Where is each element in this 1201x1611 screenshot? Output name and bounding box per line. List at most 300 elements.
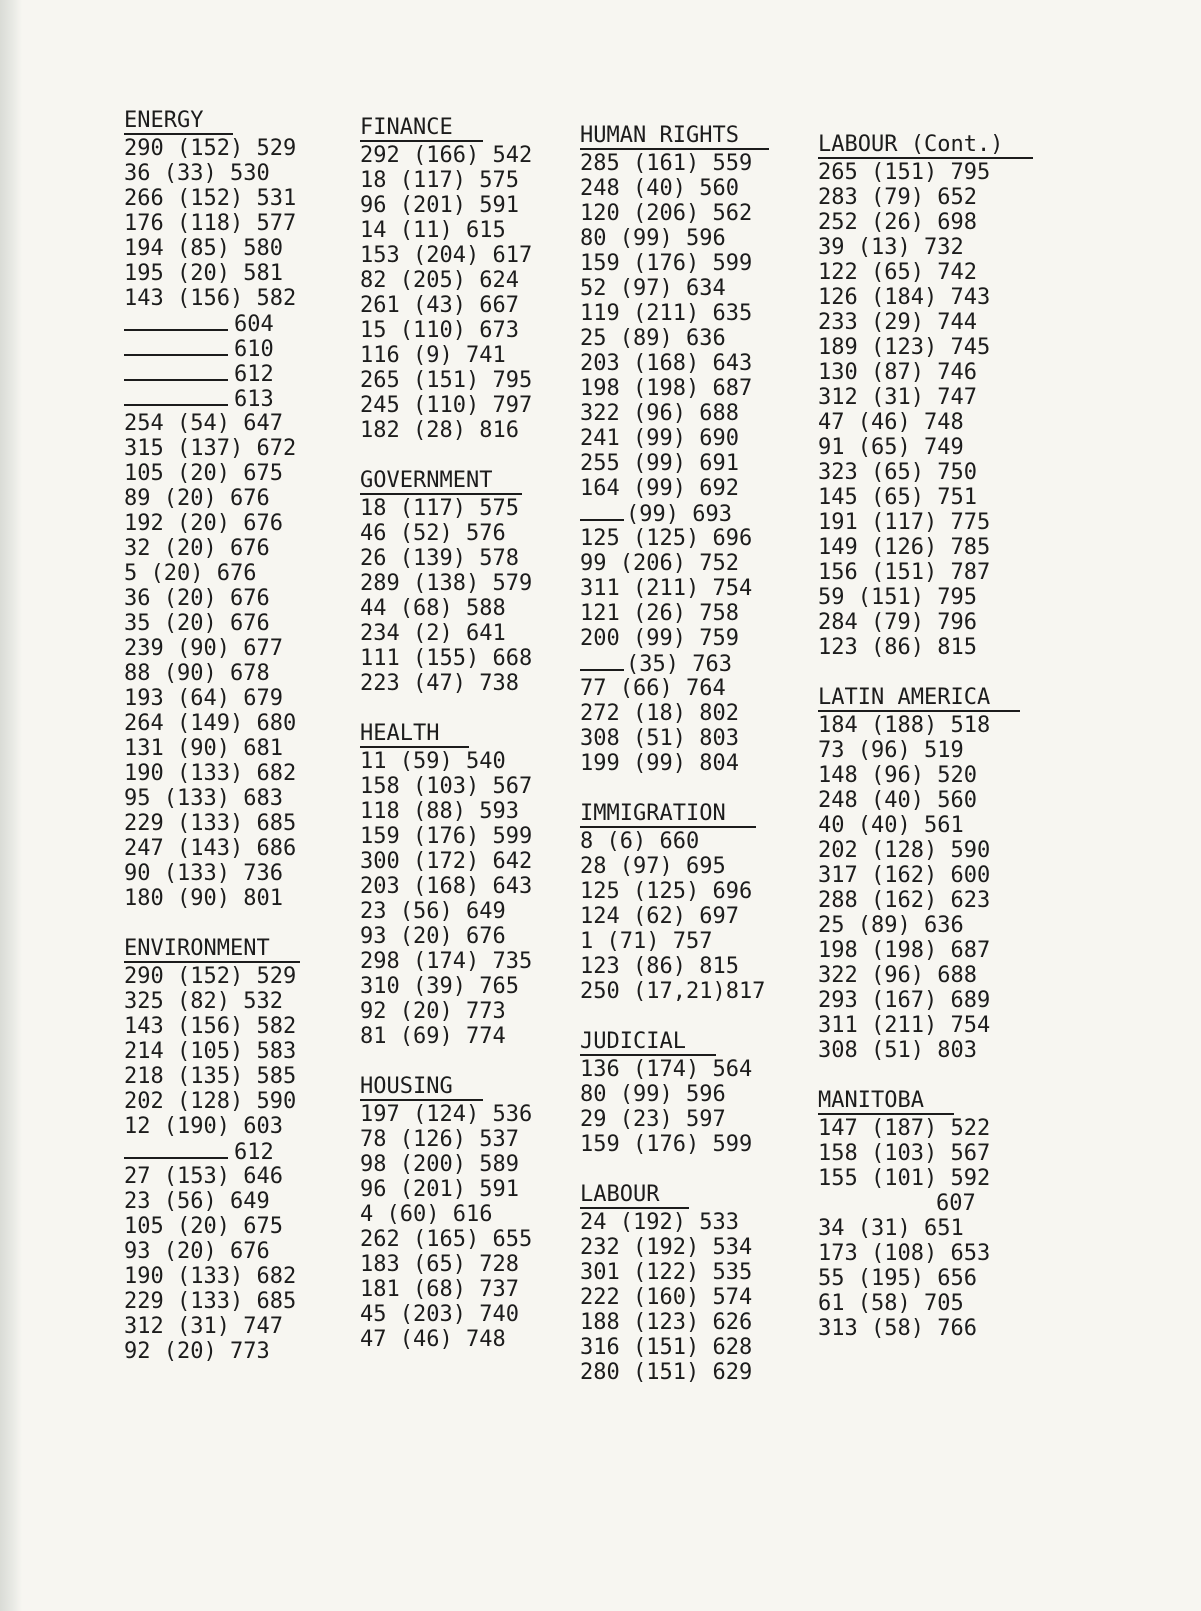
entry-text: 32 (20) 676	[124, 536, 270, 561]
entry-text: 197 (124) 536	[360, 1102, 533, 1127]
section-heading: GOVERNMENT	[360, 469, 522, 495]
index-entry	[124, 1089, 354, 1114]
index-entry	[360, 418, 590, 443]
entry-text: 245 (110) 797	[360, 393, 533, 418]
entry-text: 95 (133) 683	[124, 786, 283, 811]
entry-text: 198 (198) 687	[580, 376, 753, 401]
index-entry	[818, 1038, 1048, 1063]
entry-text: 199 (99) 804	[580, 751, 739, 776]
entry-text: 96 (201) 591	[360, 193, 519, 218]
entry-text: 311 (211) 754	[818, 1013, 991, 1038]
entry-text: 182 (28) 816	[360, 418, 519, 443]
entry-text: 248 (40) 560	[580, 176, 739, 201]
entry-text: 78 (126) 537	[360, 1127, 519, 1152]
entry-text: 47 (46) 748	[818, 410, 964, 435]
index-entry	[124, 186, 354, 211]
entry-text: 312 (31) 747	[818, 385, 977, 410]
index-entry	[580, 201, 810, 226]
entry-text: 607	[936, 1191, 976, 1216]
entry-text: 116 (9) 741	[360, 343, 506, 368]
entry-text: 158 (103) 567	[360, 774, 533, 799]
entry-text: 14 (11) 615	[360, 218, 506, 243]
entry-text: 92 (20) 773	[124, 1339, 270, 1364]
index-entry	[818, 713, 1048, 738]
index-entry	[580, 576, 810, 601]
index-entry	[124, 1189, 354, 1214]
index-entry	[360, 621, 590, 646]
entry-text: 311 (211) 754	[580, 576, 753, 601]
entry-text: 195 (20) 581	[124, 261, 283, 286]
entry-text: 183 (65) 728	[360, 1252, 519, 1277]
entry-text: 316 (151) 628	[580, 1335, 753, 1360]
index-entry	[818, 838, 1048, 863]
entry-text: 610	[234, 337, 274, 362]
index-entry	[580, 979, 810, 1004]
index-entry	[124, 811, 354, 836]
section-heading: HUMAN RIGHTS	[580, 124, 769, 150]
index-entry	[124, 1014, 354, 1039]
index-entry	[360, 749, 590, 774]
index-entry	[818, 1191, 1048, 1216]
index-entry	[818, 1166, 1048, 1191]
entry-text: 81 (69) 774	[360, 1024, 506, 1049]
entry-text: 315 (137) 672	[124, 436, 297, 461]
entry-text: 203 (168) 643	[360, 874, 533, 899]
entry-text: 121 (26) 758	[580, 601, 739, 626]
index-entry	[580, 501, 810, 526]
entry-text: 188 (123) 626	[580, 1310, 753, 1335]
index-entry	[580, 1335, 810, 1360]
entry-text: 92 (20) 773	[360, 999, 506, 1024]
entry-text: 265 (151) 795	[818, 160, 991, 185]
entry-text: 12 (190) 603	[124, 1114, 283, 1139]
index-section	[580, 1182, 810, 1385]
index-entry	[360, 874, 590, 899]
index-column	[360, 115, 590, 1377]
index-entry	[124, 989, 354, 1014]
entry-text: 284 (79) 796	[818, 610, 977, 635]
entry-text: 233 (29) 744	[818, 310, 977, 335]
entry-text: 126 (184) 743	[818, 285, 991, 310]
entry-text: 239 (90) 677	[124, 636, 283, 661]
entry-text: 40 (40) 561	[818, 813, 964, 838]
index-entry	[818, 1266, 1048, 1291]
entry-text: (99) 693	[626, 502, 732, 527]
index-entry	[580, 451, 810, 476]
entry-text: 312 (31) 747	[124, 1314, 283, 1339]
index-entry	[580, 701, 810, 726]
index-entry	[360, 268, 590, 293]
index-entry	[360, 1252, 590, 1277]
index-entry	[818, 560, 1048, 585]
entry-text: 323 (65) 750	[818, 460, 977, 485]
index-entry	[360, 1152, 590, 1177]
blank-line	[124, 361, 228, 381]
index-entry	[818, 410, 1048, 435]
index-entry	[580, 726, 810, 751]
index-entry	[818, 1316, 1048, 1341]
entry-text: 191 (117) 775	[818, 510, 991, 535]
entry-text: 250 (17,21)817	[580, 979, 766, 1004]
index-entry	[360, 999, 590, 1024]
index-entry	[124, 386, 354, 411]
entry-text: 80 (99) 596	[580, 1082, 726, 1107]
entry-text: 23 (56) 649	[360, 899, 506, 924]
entry-text: 272 (18) 802	[580, 701, 739, 726]
index-entry	[580, 226, 810, 251]
entry-text: 247 (143) 686	[124, 836, 297, 861]
index-section	[124, 108, 354, 911]
index-entry	[124, 536, 354, 561]
entry-text: 35 (20) 676	[124, 611, 270, 636]
index-entry	[124, 211, 354, 236]
blank-line	[124, 1139, 228, 1159]
index-entry	[124, 511, 354, 536]
index-entry	[360, 243, 590, 268]
entry-text: 202 (128) 590	[818, 838, 991, 863]
entry-text: 310 (39) 765	[360, 974, 519, 999]
index-entry	[124, 1064, 354, 1089]
section-heading: FINANCE	[360, 116, 483, 142]
index-entry	[818, 813, 1048, 838]
index-entry	[124, 1339, 354, 1364]
index-entry	[818, 788, 1048, 813]
index-entry	[360, 799, 590, 824]
entry-text: 285 (161) 559	[580, 151, 753, 176]
index-entry	[580, 954, 810, 979]
entry-text: 119 (211) 635	[580, 301, 753, 326]
index-entry	[818, 535, 1048, 560]
blank-line	[580, 501, 624, 521]
index-entry	[124, 1214, 354, 1239]
section-heading: LATIN AMERICA	[818, 686, 1020, 712]
entry-text: 241 (99) 690	[580, 426, 739, 451]
entry-text: 123 (86) 815	[580, 954, 739, 979]
entry-text: 15 (110) 673	[360, 318, 519, 343]
index-section	[818, 1088, 1048, 1341]
index-entry	[124, 311, 354, 336]
entry-text: 118 (88) 593	[360, 799, 519, 824]
blank-line	[124, 336, 228, 356]
index-section	[360, 721, 590, 1049]
index-entry	[124, 1039, 354, 1064]
index-entry	[580, 176, 810, 201]
entry-text: 124 (62) 697	[580, 904, 739, 929]
entry-text: 36 (33) 530	[124, 161, 270, 186]
index-entry	[818, 988, 1048, 1013]
entry-text: 25 (89) 636	[580, 326, 726, 351]
index-entry	[580, 651, 810, 676]
entry-text: 90 (133) 736	[124, 861, 283, 886]
entry-text: 153 (204) 617	[360, 243, 533, 268]
entry-text: (35) 763	[626, 652, 732, 677]
index-entry	[580, 1107, 810, 1132]
index-entry	[360, 496, 590, 521]
entry-text: 96 (201) 591	[360, 1177, 519, 1202]
entry-text: 45 (203) 740	[360, 1302, 519, 1327]
index-entry	[580, 401, 810, 426]
index-entry	[360, 1227, 590, 1252]
index-entry	[580, 1082, 810, 1107]
entry-text: 232 (192) 534	[580, 1235, 753, 1260]
entry-text: 98 (200) 589	[360, 1152, 519, 1177]
entry-text: 203 (168) 643	[580, 351, 753, 376]
index-entry	[360, 143, 590, 168]
index-entry	[124, 361, 354, 386]
entry-text: 46 (52) 576	[360, 521, 506, 546]
index-entry	[124, 411, 354, 436]
entry-text: 218 (135) 585	[124, 1064, 297, 1089]
index-entry	[818, 1116, 1048, 1141]
index-entry	[124, 661, 354, 686]
entry-text: 264 (149) 680	[124, 711, 297, 736]
index-entry	[360, 218, 590, 243]
index-entry	[580, 1210, 810, 1235]
entry-text: 184 (188) 518	[818, 713, 991, 738]
index-entry	[360, 1202, 590, 1227]
index-entry	[360, 1102, 590, 1127]
entry-text: 255 (99) 691	[580, 451, 739, 476]
entry-text: 214 (105) 583	[124, 1039, 297, 1064]
section-heading: ENVIRONMENT	[124, 937, 300, 963]
index-entry	[818, 610, 1048, 635]
entry-text: 293 (167) 689	[818, 988, 991, 1013]
entry-text: 93 (20) 676	[360, 924, 506, 949]
entry-text: 290 (152) 529	[124, 136, 297, 161]
index-entry	[360, 1024, 590, 1049]
index-entry	[360, 393, 590, 418]
index-entry	[360, 824, 590, 849]
entry-text: 229 (133) 685	[124, 811, 297, 836]
entry-text: 613	[234, 387, 274, 412]
entry-text: 194 (85) 580	[124, 236, 283, 261]
entry-text: 105 (20) 675	[124, 461, 283, 486]
index-entry	[360, 924, 590, 949]
index-entry	[580, 301, 810, 326]
index-entry	[818, 510, 1048, 535]
index-entry	[124, 686, 354, 711]
blank-line	[580, 651, 624, 671]
entry-text: 252 (26) 698	[818, 210, 977, 235]
index-entry	[360, 293, 590, 318]
index-entry	[818, 460, 1048, 485]
index-entry	[124, 1264, 354, 1289]
index-entry	[360, 1127, 590, 1152]
index-entry	[818, 185, 1048, 210]
index-entry	[360, 774, 590, 799]
entry-text: 77 (66) 764	[580, 676, 726, 701]
index-entry	[818, 938, 1048, 963]
index-entry	[360, 343, 590, 368]
index-entry	[124, 964, 354, 989]
entry-text: 173 (108) 653	[818, 1241, 991, 1266]
index-section	[580, 1029, 810, 1157]
entry-text: 313 (58) 766	[818, 1316, 977, 1341]
index-entry	[580, 376, 810, 401]
entry-text: 11 (59) 540	[360, 749, 506, 774]
index-entry	[580, 1057, 810, 1082]
index-entry	[580, 829, 810, 854]
entry-text: 149 (126) 785	[818, 535, 991, 560]
index-entry	[580, 854, 810, 879]
entry-text: 61 (58) 705	[818, 1291, 964, 1316]
index-entry	[124, 1114, 354, 1139]
index-entry	[360, 168, 590, 193]
entry-text: 28 (97) 695	[580, 854, 726, 879]
entry-text: 89 (20) 676	[124, 486, 270, 511]
index-section	[124, 936, 354, 1364]
index-entry	[818, 1141, 1048, 1166]
entry-text: 308 (51) 803	[580, 726, 739, 751]
entry-text: 198 (198) 687	[818, 938, 991, 963]
index-entry	[580, 351, 810, 376]
index-entry	[124, 1239, 354, 1264]
index-entry	[124, 636, 354, 661]
index-entry	[580, 626, 810, 651]
index-section	[360, 1074, 590, 1352]
entry-text: 47 (46) 748	[360, 1327, 506, 1352]
index-entry	[818, 435, 1048, 460]
entry-text: 59 (151) 795	[818, 585, 977, 610]
entry-text: 34 (31) 651	[818, 1216, 964, 1241]
entry-text: 136 (174) 564	[580, 1057, 753, 1082]
index-entry	[580, 526, 810, 551]
index-entry	[124, 611, 354, 636]
index-entry	[124, 336, 354, 361]
index-entry	[580, 276, 810, 301]
entry-text: 125 (125) 696	[580, 879, 753, 904]
entry-text: 604	[234, 312, 274, 337]
entry-text: 181 (68) 737	[360, 1277, 519, 1302]
entry-text: 192 (20) 676	[124, 511, 283, 536]
index-section	[580, 123, 810, 776]
index-entry	[360, 1177, 590, 1202]
entry-text: 280 (151) 629	[580, 1360, 753, 1385]
index-entry	[124, 136, 354, 161]
entry-text: 158 (103) 567	[818, 1141, 991, 1166]
index-entry	[818, 1241, 1048, 1266]
index-entry	[360, 949, 590, 974]
entry-text: 123 (86) 815	[818, 635, 977, 660]
entry-text: 93 (20) 676	[124, 1239, 270, 1264]
entry-text: 4 (60) 616	[360, 1202, 493, 1227]
blank-line	[124, 386, 228, 406]
index-entry	[360, 1277, 590, 1302]
index-entry	[360, 1327, 590, 1352]
entry-text: 159 (176) 599	[360, 824, 533, 849]
index-section	[360, 115, 590, 443]
entry-text: 229 (133) 685	[124, 1289, 297, 1314]
index-section	[580, 801, 810, 1004]
entry-text: 156 (151) 787	[818, 560, 991, 585]
entry-text: 290 (152) 529	[124, 964, 297, 989]
entry-text: 130 (87) 746	[818, 360, 977, 385]
entry-text: 120 (206) 562	[580, 201, 753, 226]
section-heading: IMMIGRATION	[580, 802, 756, 828]
index-entry	[124, 736, 354, 761]
index-entry	[124, 261, 354, 286]
entry-text: 190 (133) 682	[124, 761, 297, 786]
entry-text: 36 (20) 676	[124, 586, 270, 611]
entry-text: 298 (174) 735	[360, 949, 533, 974]
entry-text: 283 (79) 652	[818, 185, 977, 210]
entry-text: 147 (187) 522	[818, 1116, 991, 1141]
index-entry	[124, 761, 354, 786]
index-entry	[124, 286, 354, 311]
entry-text: 190 (133) 682	[124, 1264, 297, 1289]
entry-text: 91 (65) 749	[818, 435, 964, 460]
section-heading: JUDICIAL	[580, 1030, 716, 1056]
entry-text: 44 (68) 588	[360, 596, 506, 621]
blank-line	[124, 311, 228, 331]
entry-text: 222 (160) 574	[580, 1285, 753, 1310]
index-entry	[124, 236, 354, 261]
entry-text: 292 (166) 542	[360, 143, 533, 168]
entry-text: 234 (2) 641	[360, 621, 506, 646]
index-entry	[124, 561, 354, 586]
index-entry	[580, 601, 810, 626]
entry-text: 159 (176) 599	[580, 1132, 753, 1157]
index-entry	[360, 368, 590, 393]
entry-text: 265 (151) 795	[360, 368, 533, 393]
section-heading: HOUSING	[360, 1075, 483, 1101]
index-entry	[580, 476, 810, 501]
entry-text: 105 (20) 675	[124, 1214, 283, 1239]
section-heading: ENERGY	[124, 109, 233, 135]
entry-text: 82 (205) 624	[360, 268, 519, 293]
index-entry	[580, 326, 810, 351]
entry-text: 5 (20) 676	[124, 561, 257, 586]
index-entry	[124, 436, 354, 461]
entry-text: 26 (139) 578	[360, 546, 519, 571]
section-heading: MANITOBA	[818, 1089, 954, 1115]
entry-text: 24 (192) 533	[580, 1210, 739, 1235]
index-entry	[360, 849, 590, 874]
entry-text: 301 (122) 535	[580, 1260, 753, 1285]
entry-text: 99 (206) 752	[580, 551, 739, 576]
index-entry	[124, 836, 354, 861]
entry-text: 223 (47) 738	[360, 671, 519, 696]
entry-text: 288 (162) 623	[818, 888, 991, 913]
entry-text: 18 (117) 575	[360, 168, 519, 193]
index-entry	[124, 1139, 354, 1164]
entry-text: 131 (90) 681	[124, 736, 283, 761]
index-entry	[124, 786, 354, 811]
entry-text: 164 (99) 692	[580, 476, 739, 501]
entry-text: 308 (51) 803	[818, 1038, 977, 1063]
index-entry	[580, 879, 810, 904]
index-entry	[580, 1260, 810, 1285]
index-entry	[360, 546, 590, 571]
index-entry	[124, 1289, 354, 1314]
index-entry	[580, 751, 810, 776]
entry-text: 111 (155) 668	[360, 646, 533, 671]
entry-text: 29 (23) 597	[580, 1107, 726, 1132]
index-entry	[580, 151, 810, 176]
index-entry	[580, 551, 810, 576]
entry-text: 262 (165) 655	[360, 1227, 533, 1252]
entry-text: 254 (54) 647	[124, 411, 283, 436]
entry-text: 8 (6) 660	[580, 829, 700, 854]
index-entry	[124, 1164, 354, 1189]
index-entry	[818, 913, 1048, 938]
index-entry	[580, 676, 810, 701]
entry-text: 189 (123) 745	[818, 335, 991, 360]
index-entry	[360, 521, 590, 546]
section-heading: HEALTH	[360, 722, 469, 748]
index-entry	[580, 1235, 810, 1260]
entry-text: 23 (56) 649	[124, 1189, 270, 1214]
